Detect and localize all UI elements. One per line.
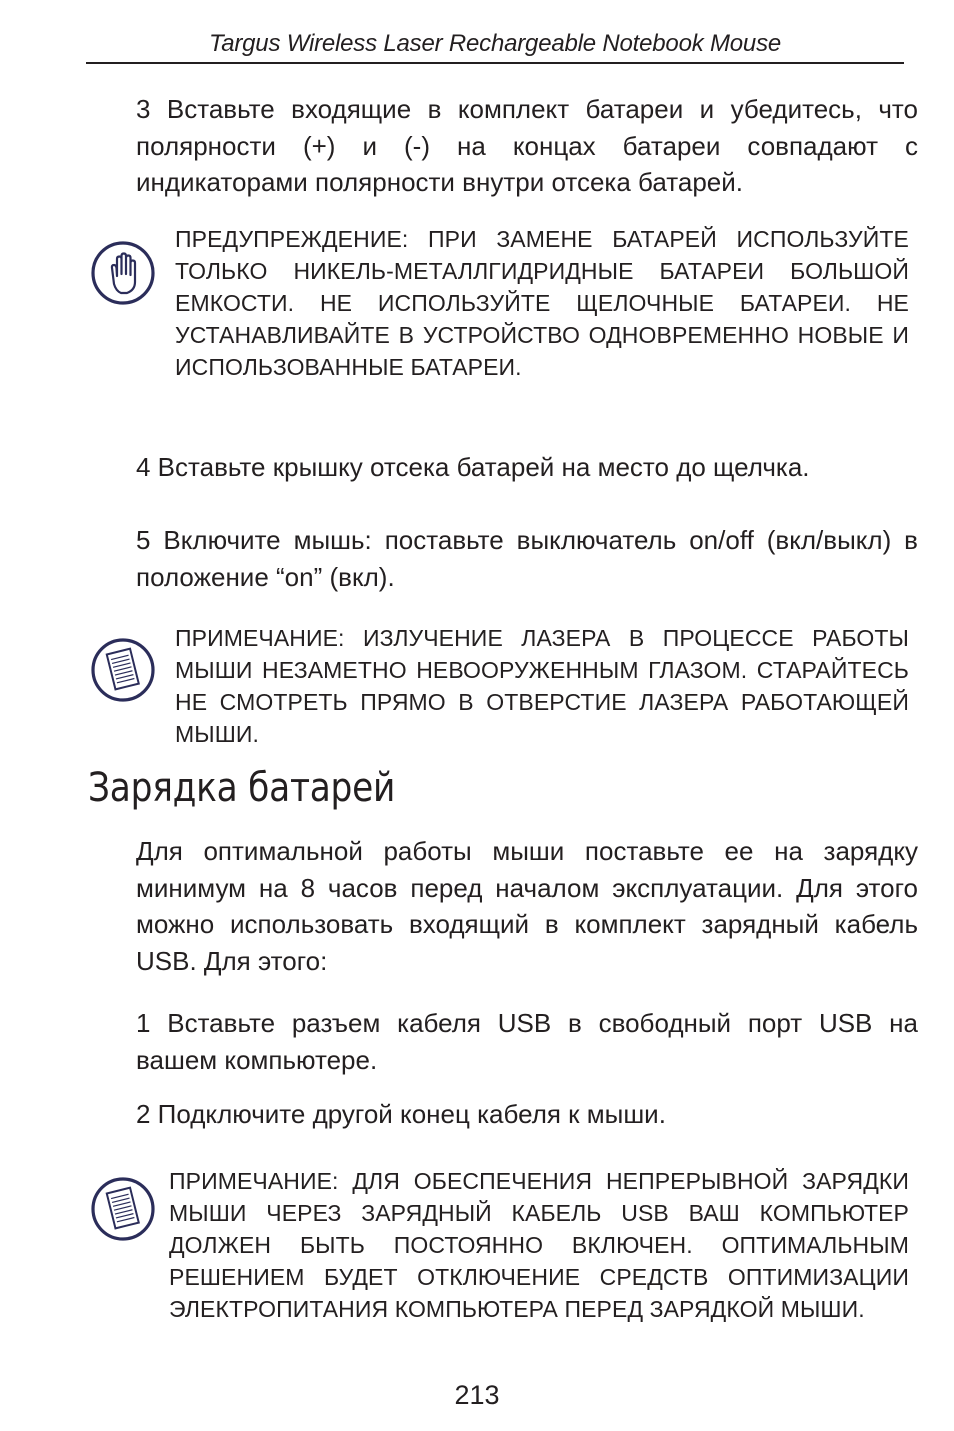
laser-note-text: ПРИМЕЧАНИЕ: ИЗЛУЧЕНИЕ ЛАЗЕРА В ПРОЦЕССЕ РАБОТЫ МЫШИ НЕЗАМЕТНО НЕВООРУЖЕННЫМ ГЛАЗОМ. СТАРАЙТЕСЬ НЕ СМОТРЕТЬ ПРЯМО В ОТВЕРСТИЕ ЛАЗЕРА РАБОТАЮЩЕЙ МЫШИ. [175,625,909,747]
page-number: 213 [454,1380,500,1410]
section-title-charging: Зарядка батарей [88,765,396,811]
manual-title: Targus Wireless Laser Rechargeable Notebook Mouse [208,30,782,57]
charging-step-2-text: 2 Подключите другой конец кабеля к мыши. [136,1099,666,1129]
charging-step-1-text: 1 Вставьте разъем кабеля USB в свободный порт USB на вашем компьютере. [136,1008,918,1075]
note-pad-icon [90,637,156,703]
usb-note-text: ПРИМЕЧАНИЕ: ДЛЯ ОБЕСПЕЧЕНИЯ НЕПРЕРЫВНОЙ ЗАРЯДКИ МЫШИ ЧЕРЕЗ ЗАРЯДНЫЙ КАБЕЛЬ USB ВАШ КОМПЬЮТЕР ДОЛЖЕН БЫТЬ ПОСТОЯННО ВКЛЮЧЕН. ОПТИМАЛЬНЫМ РЕШЕНИЕМ БУДЕТ ОТКЛЮЧЕНИЕ СРЕДСТВ ОПТИМИЗАЦИИ ЭЛЕКТРОПИТАНИЯ КОМПЬЮТЕРА ПЕРЕД ЗАРЯДКОЙ МЫШИ. [169,1168,909,1322]
battery-warning-text: ПРЕДУПРЕЖДЕНИЕ: ПРИ ЗАМЕНЕ БАТАРЕЙ ИСПОЛЬЗУЙТЕ ТОЛЬКО НИКЕЛЬ-МЕТАЛЛГИДРИДНЫЕ БАТАРЕИ БОЛЬШОЙ ЕМКОСТИ. НЕ ИСПОЛЬЗУЙТЕ ЩЕЛОЧНЫЕ БАТАРЕИ. НЕ УСТАНАВЛИВАЙТЕ В УСТРОЙСТВО ОДНОВРЕМЕННО НОВЫЕ И ИСПОЛЬЗОВАННЫЕ БАТАРЕИ. [175,226,909,380]
charging-intro-text: Для оптимальной работы мыши поставьте ее на зарядку минимум на 8 часов перед началом эксплуатации. Для этого можно использовать входящий в комплект зарядный кабель USB. Для этого: [136,836,918,976]
step-4-text: 4 Вставьте крышку отсека батарей на место до щелчка. [136,452,810,482]
step-5-text: 5 Включите мышь: поставьте выключатель on/off (вкл/выкл) в положение “on” (вкл). [136,525,918,592]
note-pad-icon [90,1176,156,1242]
page-header [86,28,904,64]
step-3-text: 3 Вставьте входящие в комплект батареи и убедитесь, что полярности (+) и (-) на концах батареи совпадают с индикаторами полярности внутри отсека батарей. [136,94,918,197]
hand-stop-icon [90,240,156,306]
